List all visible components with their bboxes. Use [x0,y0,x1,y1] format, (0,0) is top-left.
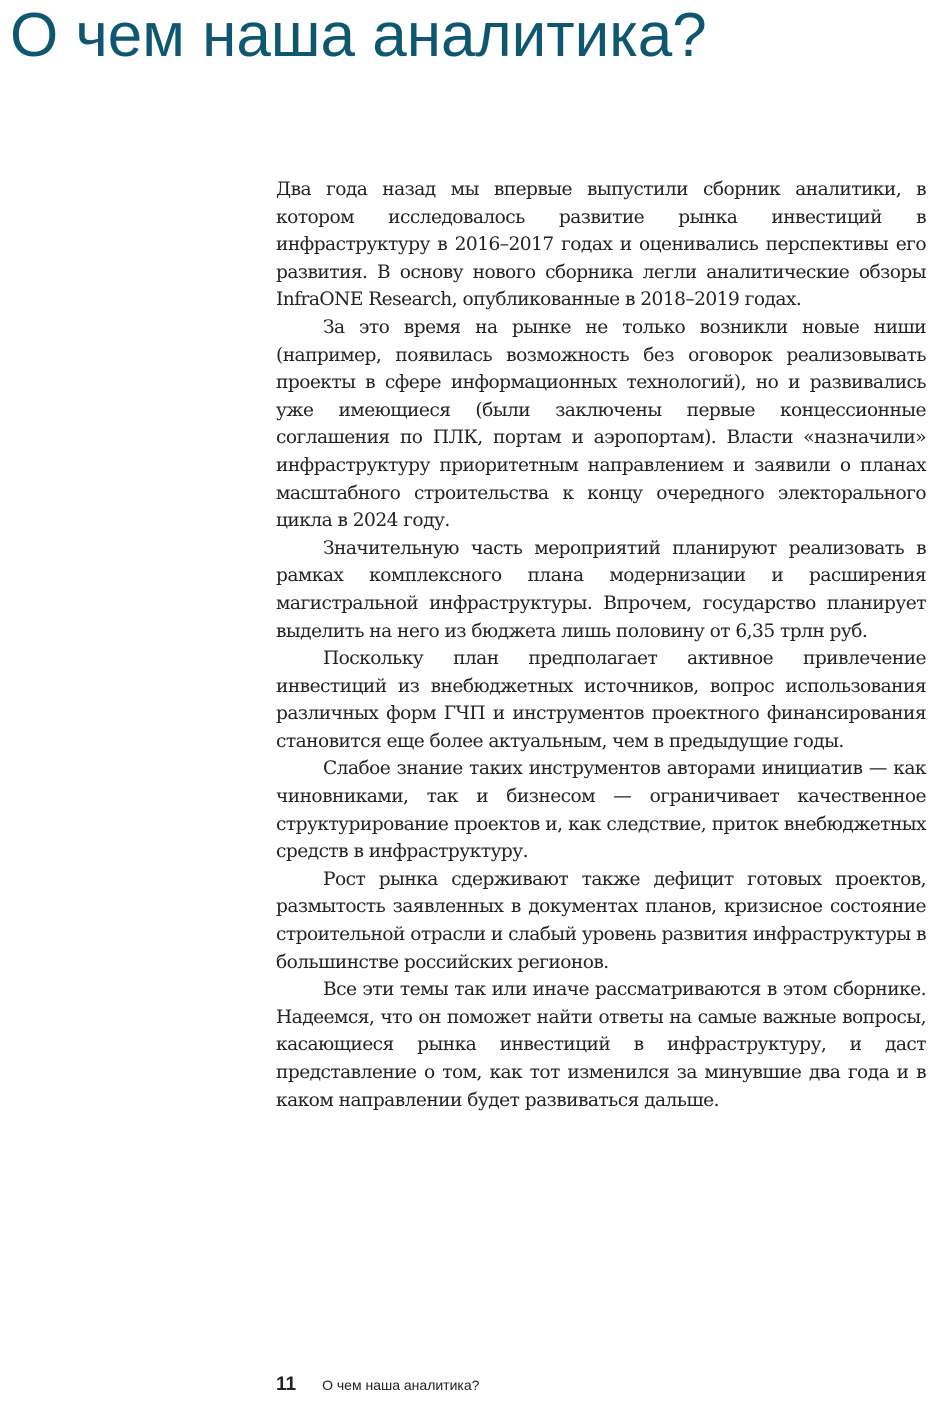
page-number: 11 [276,1374,297,1395]
paragraph-weak-knowledge: Слабое знание таких инструментов авторами инициатив — как чиновниками, так и бизнесом — ограничивает качественное структурирование проектов и, как следствие, приток внебюджетных средств в инфраструктуру. [276,758,926,863]
paragraph-market-niches: За это время на рынке не только возникли новые ниши (например, появилась возможность без оговорок реализовывать проекты в сфере информационных технологий), но и развивались уже имеющиеся (были заключены первые концессионные соглашения по ПЛК, портам и аэропортам). Власти «назначили» инфраструктуру приоритетным направлением и заявили о планах масштабного строительства к концу очередного электорального цикла в 2024 году. [276,316,926,532]
paragraph-growth-constraints: Рост рынка сдерживают также дефицит готовых проектов, размытость заявленных в документах планов, кризисное состояние строительной отрасли и слабый уровень развития инфраструктуры в большинстве российских регионов. [276,868,926,973]
paragraph-modernization-plan: Значительную часть мероприятий планируют реализовать в рамках комплексного плана модернизации и расширения магистральной инфраструктуры. Впрочем, государство планирует выделить на него из бюджета лишь половину от 6,35 трлн руб. [276,537,926,642]
paragraph-ppp-instruments: Поскольку план предполагает активное привлечение инвестиций из внебюджетных источников, вопрос использования различных форм ГЧП и инструментов проектного финансирования становится еще более актуальным, чем в предыдущие годы. [276,648,926,752]
article-body [276,176,926,1114]
page-footer [276,1374,479,1400]
running-title: О чем наша аналитика? [322,1377,480,1393]
page-title: О чем наша аналитика? [10,1,707,70]
paragraph-conclusion: Все эти темы так или иначе рассматриваются в этом сборнике. Надеемся, что он поможет найти ответы на самые важные вопросы, касающиеся рынка инвестиций в инфраструктуру, и даст представление о том, как тот изменился за минувшие два года и в каком направлении будет развиваться дальше. [276,979,926,1111]
paragraph-intro: Два года назад мы впервые выпустили сборник аналитики, в котором исследовалось развитие рынка инвестиций в инфраструктуру в 2016–2017 годах и оценивались перспективы его развития. В основу нового сборника легли аналитические обзоры InfraONE Research, опубликованные в 2018–2019 годах. [276,179,926,311]
